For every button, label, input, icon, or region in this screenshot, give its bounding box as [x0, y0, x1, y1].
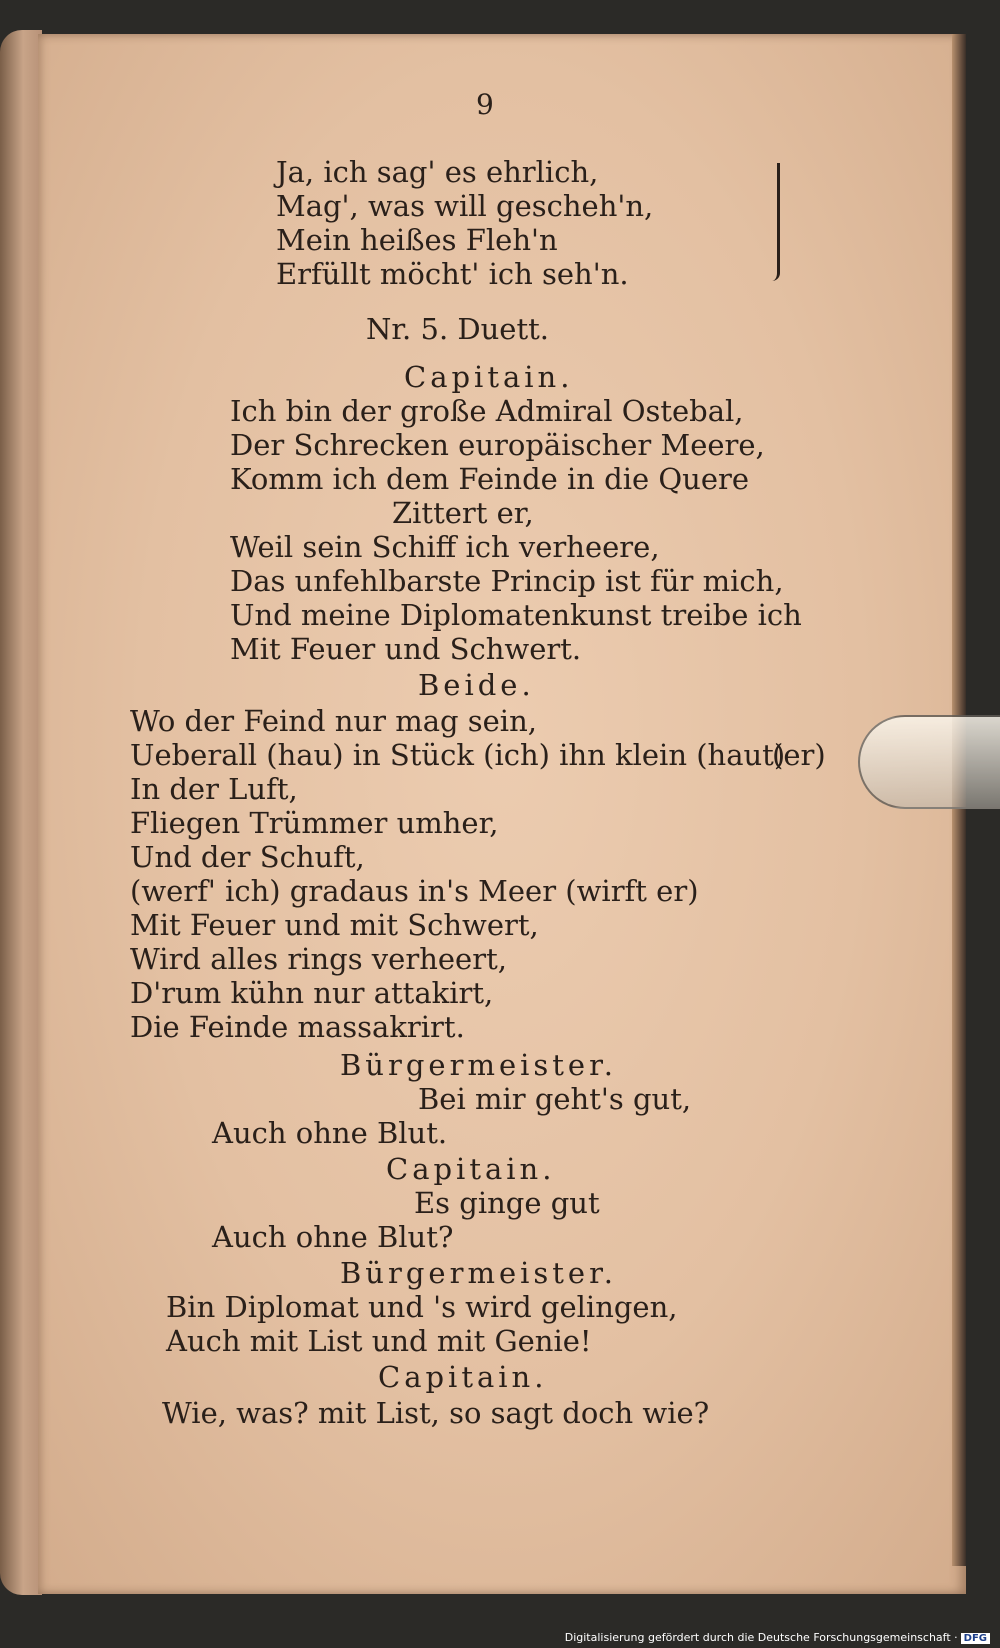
brace-mark: [771, 163, 780, 281]
bookmark-clip: [858, 715, 1000, 809]
verse-line: Und der Schuft,: [130, 840, 365, 874]
verse-line: Die Feinde massakrirt.: [130, 1010, 465, 1044]
speaker-label: Bürgermeister.: [340, 1048, 617, 1082]
verse-line: D'rum kühn nur attakirt,: [130, 976, 494, 1010]
section-heading: Nr. 5. Duett.: [366, 312, 549, 346]
song-line: Ja, ich sag' es ehrlich,: [276, 155, 599, 189]
verse-line: Ueberall (hau) in Stück (ich) ihn klein (haut): [130, 738, 786, 772]
dialogue-line: Auch ohne Blut?: [212, 1220, 454, 1254]
verse-line: Mit Feuer und Schwert.: [230, 632, 582, 666]
left-page-edge: [0, 30, 42, 1595]
song-line: Mein heißes Fleh'n: [276, 223, 558, 257]
credit-text: Digitalisierung gefördert durch die Deutsche Forschungsgemeinschaft ·: [564, 1631, 958, 1644]
dialogue-line: Auch ohne Blut.: [212, 1116, 448, 1150]
dialogue-line: Auch mit List und mit Genie!: [166, 1324, 592, 1358]
dialogue-line: Es ginge gut: [414, 1186, 600, 1220]
dfg-logo: DFG: [961, 1633, 990, 1644]
verse-line: Ich bin der große Admiral Ostebal,: [230, 394, 744, 428]
song-line: Mag', was will gescheh'n,: [276, 189, 654, 223]
dialogue-line: Wie, was? mit List, so sagt doch wie?: [162, 1396, 710, 1430]
speaker-label: Bürgermeister.: [340, 1256, 617, 1290]
dialogue-line: Bei mir geht's gut,: [418, 1082, 692, 1116]
speaker-label: Capitain.: [386, 1152, 556, 1186]
digitization-credit: [565, 1631, 990, 1644]
verse-line: Zittert er,: [392, 496, 534, 530]
verse-line: Wird alles rings verheert,: [130, 942, 507, 976]
speaker-label: Capitain.: [404, 360, 574, 394]
verse-line: Wo der Feind nur mag sein,: [130, 704, 537, 738]
verse-line: Komm ich dem Feinde in die Quere: [230, 462, 750, 496]
speaker-label: Beide.: [418, 668, 535, 702]
verse-line: (werf' ich) gradaus in's Meer (wirft er): [130, 874, 699, 908]
speaker-label: Capitain.: [378, 1360, 548, 1394]
verse-line: Der Schrecken europäischer Meere,: [230, 428, 765, 462]
verse-line: Das unfehlbarste Princip ist für mich,: [230, 564, 784, 598]
verse-line: Weil sein Schiff ich verheere,: [230, 530, 660, 564]
verse-line: Mit Feuer und mit Schwert,: [130, 908, 539, 942]
verse-line: Fliegen Trümmer umher,: [130, 806, 499, 840]
verse-line: Und meine Diplomatenkunst treibe ich: [230, 598, 802, 632]
song-line: Erfüllt möcht' ich seh'n.: [276, 257, 629, 291]
verse-aside: (er): [772, 738, 826, 772]
verse-line: In der Luft,: [130, 772, 298, 806]
dialogue-line: Bin Diplomat und 's wird gelingen,: [166, 1290, 678, 1324]
page-number: 9: [476, 88, 494, 121]
